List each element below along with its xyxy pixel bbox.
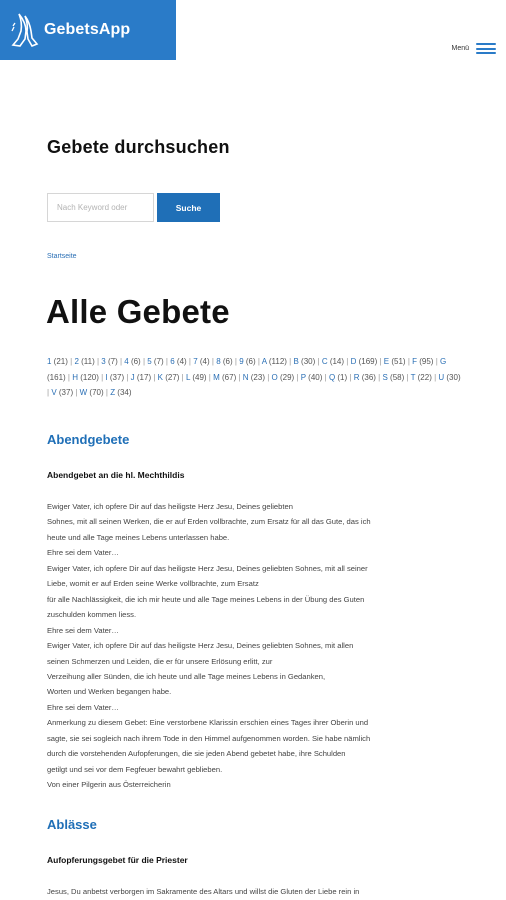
alphabet-separator: | — [179, 372, 186, 382]
alphabet-separator: | — [433, 357, 440, 366]
alphabet-separator: | — [98, 372, 106, 382]
prayer-title[interactable]: Aufopferungsgebet für die Priester — [47, 855, 188, 865]
alphabet-count: (40) — [305, 372, 323, 382]
section-title[interactable]: Abendgebete — [47, 432, 130, 447]
alphabet-separator: | — [163, 357, 171, 366]
alphabet-separator: | — [117, 357, 125, 366]
alphabet-separator: | — [265, 372, 272, 382]
search-input[interactable] — [47, 193, 154, 222]
alphabet-count: (37) — [56, 388, 74, 397]
alphabet-link-o[interactable]: O — [271, 372, 278, 382]
alphabet-link-d[interactable]: D — [350, 357, 357, 366]
alphabet-count: (169) — [356, 357, 378, 366]
alphabet-count: (49) — [190, 372, 207, 382]
prayer-text: Ewiger Vater, ich opfere Dir auf das heiligste Herz Jesu, Deines geliebten Sohnes, mit all seinen Werken, die er auf Erden vollbrachte, zum Ersatz für all das Gute, das ich heute und alle Tage meines Lebens unterlassen habe. Ehre sei dem Vater… Ewiger Vater, ich opfere Dir auf das heiligste Herz Jesu, Deines geliebten Sohnes, mit all seiner Liebe, womit er auf Erden seine Werke vollbrachte, zum Ersatz für alle Nachlässigkeit, die ich mir heute und alle Tage meines Lebens in der Übung des Guten zuschulden kommen liess. Ehre sei dem Vater… Ewiger Vater, ich opfere Dir auf das heiligste Herz Jesu, Deines geliebten Sohnes, mit allen seinen Schmerzen und Leiden, die er für unsere Erlösung erlitt, zur Verzeihung aller Sünden, die ich heute und alle Tage meines Lebens in Gedanken, Worten und Werken begangen habe. Ehre sei dem Vater… Anmerkung zu diesem Gebet: Eine verstorbene Klarissin erschien eines Tages ihrer Oberin und sagte, sie sei sogleich nach ihrem Tode in den Himmel aufgenommen worden. Sie habe nämlich durch die vorstehenden Aufopferungen, die sie jeden Abend gebetet habe, ihre Schulden getilgt und sei vor dem Fegfeuer bewahrt geblieben. Von einer Pilgerin aus Österreicherin — [47, 502, 371, 790]
alphabet-count: (7) — [151, 357, 164, 366]
alphabet-separator: | — [47, 388, 52, 397]
alphabet-separator: | — [65, 372, 73, 382]
alphabet-separator: | — [347, 372, 354, 382]
alphabet-link-s[interactable]: S — [382, 372, 388, 382]
alphabet-link-7[interactable]: 7 — [193, 357, 198, 366]
alphabet-count: (120) — [78, 372, 99, 382]
alphabet-count: (58) — [387, 372, 405, 382]
alphabet-separator: | — [186, 357, 194, 366]
alphabet-link-z[interactable]: Z — [110, 388, 116, 397]
alphabet-count: (22) — [415, 372, 432, 382]
alphabet-separator: | — [405, 357, 413, 366]
alphabet-count: (30) — [298, 357, 316, 366]
alphabet-link-5[interactable]: 5 — [147, 357, 152, 366]
alphabet-count: (161) — [47, 372, 66, 382]
app-logo[interactable] — [0, 0, 176, 60]
search-form — [47, 193, 220, 222]
section-title[interactable]: Ablässe — [47, 817, 97, 832]
alphabet-separator: | — [315, 357, 322, 366]
hamburger-menu-icon[interactable] — [476, 43, 496, 54]
alphabet-link-t[interactable]: T — [410, 372, 416, 382]
alphabet-count: (1) — [335, 372, 348, 382]
alphabet-count: (23) — [248, 372, 265, 382]
section-ablaesse — [47, 817, 467, 899]
alphabet-link-w[interactable]: W — [79, 388, 88, 397]
alphabet-link-9[interactable]: 9 — [239, 357, 244, 366]
alphabet-link-u[interactable]: U — [438, 372, 445, 382]
alphabet-link-a[interactable]: A — [261, 357, 267, 366]
alphabet-count: (30) — [444, 372, 461, 382]
alphabet-count: (14) — [327, 357, 345, 366]
prayer-text: Jesus, Du anbetst verborgen im Sakramente des Altars und willst die Gluten der Liebe rein in — [47, 887, 360, 896]
section-abendgebete — [47, 432, 467, 793]
alphabet-link-6[interactable]: 6 — [170, 357, 175, 366]
alphabet-link-m[interactable]: M — [213, 372, 220, 382]
search-button[interactable]: Suche — [157, 193, 220, 222]
alphabet-separator: | — [294, 372, 301, 382]
alphabet-link-e[interactable]: E — [383, 357, 390, 366]
breadcrumb-home-link[interactable]: Startseite — [47, 253, 77, 260]
alphabet-link-3[interactable]: 3 — [101, 357, 106, 366]
alphabet-link-p[interactable]: P — [300, 372, 306, 382]
alphabet-count: (37) — [107, 372, 125, 382]
alphabet-separator: | — [322, 372, 329, 382]
alphabet-count: (29) — [277, 372, 295, 382]
alphabet-separator: | — [206, 372, 214, 382]
alphabet-count: (6) — [220, 357, 233, 366]
alphabet-separator: | — [209, 357, 217, 366]
alphabet-count: (36) — [359, 372, 376, 382]
alphabet-separator: | — [103, 388, 111, 397]
prayer-title[interactable]: Abendgebet an die hl. Mechthildis — [47, 470, 185, 480]
alphabet-link-h[interactable]: H — [72, 372, 78, 382]
alphabet-link-j[interactable]: J — [130, 372, 135, 382]
alphabet-link-4[interactable]: 4 — [124, 357, 129, 366]
alphabet-link-l[interactable]: L — [185, 372, 191, 382]
alphabet-link-k[interactable]: K — [157, 372, 163, 382]
alphabet-separator: | — [377, 357, 384, 366]
page-title: Alle Gebete — [46, 293, 230, 330]
alphabet-link-f[interactable]: F — [412, 357, 418, 366]
alphabet-link-i[interactable]: I — [105, 372, 108, 382]
alphabet-count: (6) — [243, 357, 256, 366]
alphabet-separator: | — [151, 372, 158, 382]
alphabet-separator: | — [344, 357, 351, 366]
alphabet-link-r[interactable]: R — [353, 372, 360, 382]
alphabet-link-1[interactable]: 1 — [47, 357, 52, 366]
alphabet-separator: | — [67, 357, 75, 366]
alphabet-link-2[interactable]: 2 — [74, 357, 79, 366]
alphabet-link-b[interactable]: B — [293, 357, 299, 366]
alphabet-count: (112) — [266, 357, 287, 366]
alphabet-separator: | — [73, 388, 80, 397]
alphabet-separator: | — [431, 372, 439, 382]
alphabet-separator: | — [404, 372, 411, 382]
app-name: GebetsApp — [44, 21, 131, 38]
praying-hands-icon — [8, 10, 42, 50]
main-menu-toggle[interactable] — [451, 43, 496, 54]
alphabet-separator: | — [140, 357, 148, 366]
alphabet-count: (51) — [389, 357, 406, 366]
alphabet-link-v[interactable]: V — [51, 388, 57, 397]
alphabet-separator: | — [375, 372, 383, 382]
alphabet-separator: | — [255, 357, 262, 366]
alphabet-count: (4) — [174, 357, 187, 366]
alphabet-count: (70) — [87, 388, 104, 397]
search-heading: Gebete durchsuchen — [47, 137, 230, 157]
alphabet-separator: | — [232, 357, 240, 366]
alphabet-count: (17) — [134, 372, 152, 382]
alphabet-count: (7) — [105, 357, 118, 366]
menu-label: Menü — [451, 45, 469, 52]
alphabet-link-8[interactable]: 8 — [216, 357, 221, 366]
alphabet-count: (67) — [219, 372, 237, 382]
alphabet-link-n[interactable]: N — [242, 372, 249, 382]
alphabet-count: (95) — [417, 357, 434, 366]
alphabet-count: (6) — [128, 357, 141, 366]
alphabet-count: (11) — [78, 357, 95, 366]
alphabet-link-c[interactable]: C — [321, 357, 328, 366]
alphabet-separator: | — [94, 357, 102, 366]
alphabet-count: (21) — [51, 357, 68, 366]
alphabet-separator: | — [286, 357, 294, 366]
alphabet-count: (27) — [162, 372, 180, 382]
alphabet-index — [47, 354, 462, 401]
alphabet-separator: | — [124, 372, 131, 382]
alphabet-count: (34) — [115, 388, 132, 397]
alphabet-separator: | — [236, 372, 243, 382]
alphabet-link-q[interactable]: Q — [328, 372, 336, 382]
alphabet-count: (4) — [197, 357, 210, 366]
alphabet-link-g[interactable]: G — [440, 357, 447, 366]
